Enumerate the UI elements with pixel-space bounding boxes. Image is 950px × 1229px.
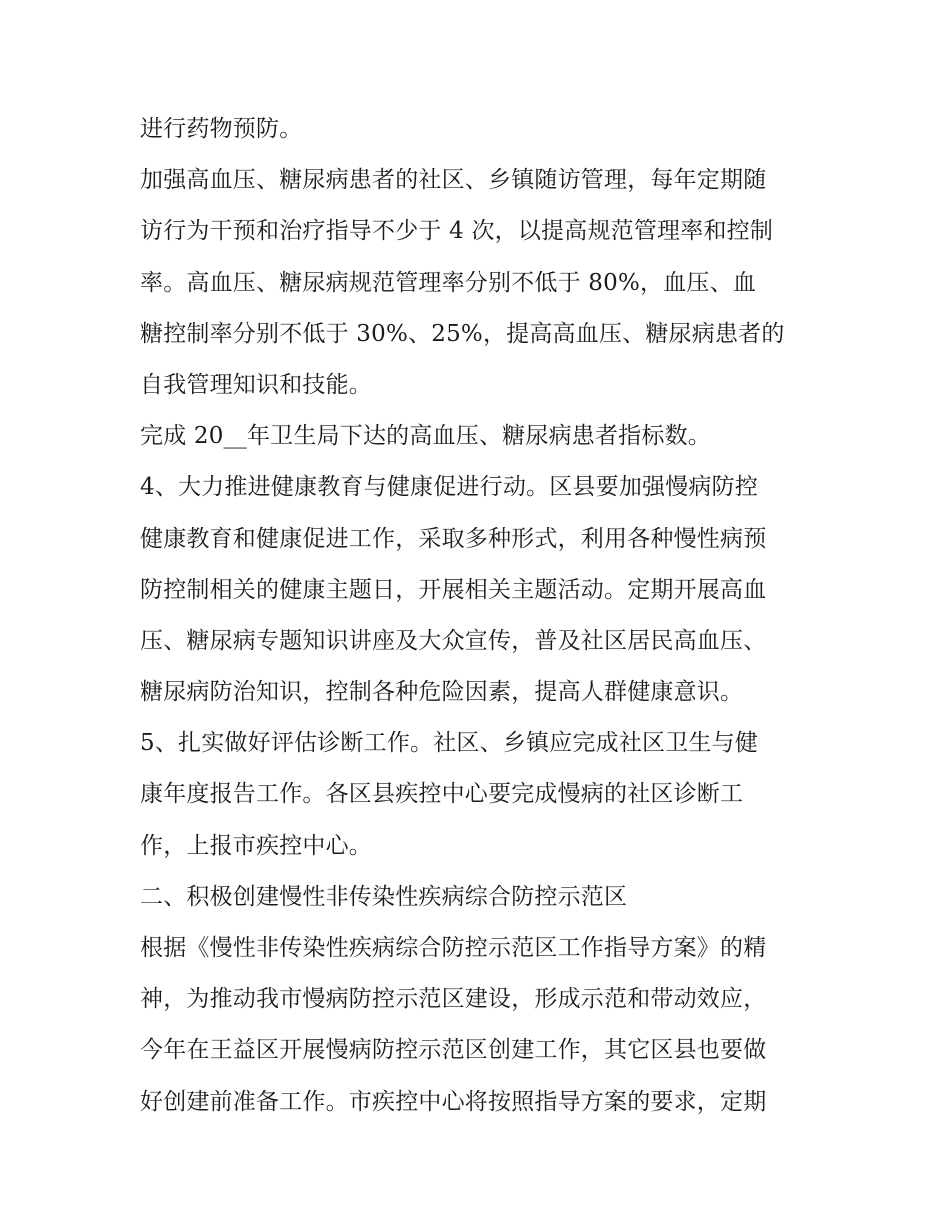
text-line: 防控制相关的健康主题日，开展相关主题活动。定期开展高血 <box>140 576 767 603</box>
text-line: 糖尿病防治知识，控制各种危险因素，提高人群健康意识。 <box>140 679 744 706</box>
text-line: 4、大力推进健康教育与健康促进行动。区县要加强慢病防控 <box>140 474 759 501</box>
text-line: 5、扎实做好评估诊断工作。社区、乡镇应完成社区卫生与健 <box>140 730 759 757</box>
text-line: 根据《慢性非传染性疾病综合防控示范区工作指导方案》的精 <box>140 935 767 961</box>
text-line: 完成 20__年卫生局下达的高血压、糖尿病患者指标数。 <box>140 423 711 450</box>
text-line: 好创建前准备工作。市疾控中心将按照指导方案的要求，定期 <box>140 1088 767 1115</box>
text-line: 压、糖尿病专题知识讲座及大众宣传，普及社区居民高血压、 <box>140 627 767 654</box>
text-line: 今年在王益区开展慢病防控示范区创建工作，其它区县也要做 <box>140 1037 767 1064</box>
text-line: 糖控制率分别不低于 30%、25%，提高高血压、糖尿病患者的 <box>140 320 785 347</box>
text-line: 神，为推动我市慢病防控示范区建设，形成示范和带动效应， <box>140 986 767 1013</box>
text-line: 健康教育和健康促进工作，采取多种形式，利用各种慢性病预 <box>140 525 767 552</box>
text-line: 自我管理知识和技能。 <box>140 371 372 398</box>
document-body <box>140 104 820 1128</box>
text-line: 访行为干预和治疗指导不少于 4 次，以提高规范管理率和控制 <box>140 218 774 245</box>
text-line: 康年度报告工作。各区县疾控中心要完成慢病的社区诊断工 <box>140 781 744 808</box>
text-line: 加强高血压、糖尿病患者的社区、乡镇随访管理，每年定期随 <box>140 167 767 194</box>
text-line: 进行药物预防。 <box>140 116 303 142</box>
text-line: 作，上报市疾控中心。 <box>140 832 372 859</box>
text-line: 率。高血压、糖尿病规范管理率分别不低于 80%，血压、血 <box>140 269 757 296</box>
section-heading: 二、积极创建慢性非传染性疾病综合防控示范区 <box>140 883 628 910</box>
